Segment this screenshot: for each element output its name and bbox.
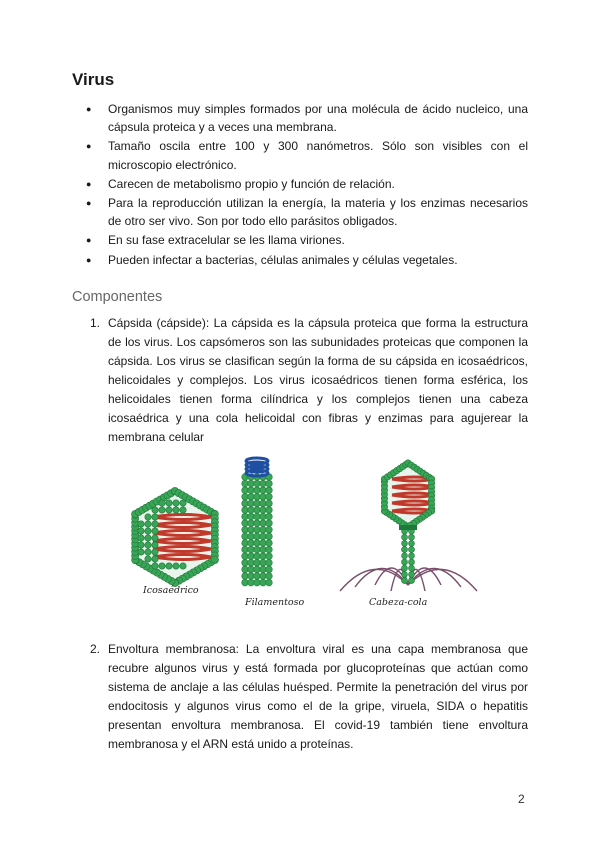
capsomer bbox=[248, 553, 255, 560]
capsomer bbox=[260, 573, 267, 580]
capsomer bbox=[254, 520, 261, 527]
capsomer bbox=[248, 513, 255, 520]
capsomer bbox=[266, 546, 273, 553]
capsomer bbox=[248, 573, 255, 580]
item-number: 2. bbox=[90, 642, 101, 656]
bullet-item: ● Tamaño oscila entre 100 y 300 nanómetros. Sólo son visibles con el microscopio electrónico. bbox=[72, 137, 528, 173]
capsomer bbox=[242, 520, 249, 527]
capsomer bbox=[260, 513, 267, 520]
capsomer bbox=[254, 480, 261, 487]
capsomer bbox=[260, 560, 267, 567]
capsomer bbox=[242, 507, 249, 514]
capsomer bbox=[242, 540, 249, 547]
bullet-item: ● Organismos muy simples formados por una molécula de ácido nucleico, una cápsula proteica y a veces una membrana. bbox=[72, 100, 528, 136]
capsomer bbox=[402, 553, 408, 559]
capsomer bbox=[402, 540, 408, 546]
capsomer bbox=[138, 528, 144, 534]
capsomer bbox=[254, 579, 261, 586]
capsomer bbox=[266, 560, 273, 567]
capsomer bbox=[242, 487, 249, 494]
capsomer bbox=[260, 566, 267, 573]
capsomer bbox=[152, 535, 158, 541]
capsomer bbox=[242, 527, 249, 534]
capsomer bbox=[138, 549, 144, 555]
capsomer bbox=[248, 520, 255, 527]
capsomer bbox=[242, 533, 249, 540]
capsomer bbox=[248, 566, 255, 573]
caption-cabeza-cola: Cabeza-cola bbox=[369, 597, 428, 608]
capsomer bbox=[260, 494, 267, 501]
tail-fiber bbox=[340, 569, 408, 591]
capsomer bbox=[145, 542, 151, 548]
capsomer bbox=[138, 535, 144, 541]
capsomer bbox=[145, 535, 151, 541]
capsomer bbox=[159, 500, 165, 506]
capsomer bbox=[402, 559, 408, 565]
capsomer bbox=[409, 553, 415, 559]
capsomer bbox=[145, 521, 151, 527]
capsomer bbox=[248, 494, 255, 501]
capsomer bbox=[266, 500, 273, 507]
item-text: Cápsida (cápside): La cápsida es la cápsula proteica que forma la estructura de los virus. Los capsómeros son las subunidades proteicas que componen la cápsida. Los virus se clasifican según la forma de su cápsida en icosaédricos, helicoidales y complejos. Los virus icosaédricos tienen forma esférica, los helicoidales tienen forma cilíndrica y los complejos tienen una cabeza icosaédrica y una cola helicoidal con fibras y enzimas para agujerear la membrana celular bbox=[108, 316, 528, 444]
capsomer bbox=[173, 500, 179, 506]
capsomer bbox=[260, 507, 267, 514]
capsomer bbox=[266, 513, 273, 520]
capsomer bbox=[248, 507, 255, 514]
capsomer bbox=[145, 549, 151, 555]
capsomer bbox=[173, 507, 179, 513]
capsomer bbox=[248, 560, 255, 567]
capsomer bbox=[152, 514, 158, 520]
capsomer bbox=[248, 540, 255, 547]
capsomer bbox=[260, 500, 267, 507]
capsomer bbox=[152, 521, 158, 527]
virus-types-figure bbox=[115, 445, 485, 615]
numbered-item-capsida bbox=[72, 314, 528, 447]
caption-icosaedrico: Icosaédrico bbox=[143, 585, 199, 596]
capsomer bbox=[266, 573, 273, 580]
capsomer bbox=[409, 559, 415, 565]
capsomer bbox=[242, 500, 249, 507]
capsomer bbox=[159, 563, 165, 569]
capsomer bbox=[180, 563, 186, 569]
item-text: Envoltura membranosa: La envoltura viral es una capa membranosa que recubre algunos virus y está formada por glucoproteínas que actúan como sistema de anclaje a las células huésped. Permite la penetración del virus por endocitosis y algunos virus como el de la gripe, viruela, SIDA o hepatitis presentan envoltura membranosa. El covid-19 también tiene envoltura membranosa y el ARN está unido a proteínas. bbox=[108, 642, 528, 751]
capsomer bbox=[260, 487, 267, 494]
capsomer bbox=[402, 547, 408, 553]
capsomer bbox=[254, 527, 261, 534]
capsomer bbox=[266, 494, 273, 501]
capsomer bbox=[254, 500, 261, 507]
capsomer bbox=[254, 487, 261, 494]
capsomer bbox=[242, 566, 249, 573]
capsomer bbox=[260, 533, 267, 540]
capsomer bbox=[248, 533, 255, 540]
capsomer bbox=[260, 520, 267, 527]
capsomer bbox=[242, 546, 249, 553]
capsomer bbox=[409, 547, 415, 553]
capsomer bbox=[409, 571, 415, 577]
capsomer bbox=[159, 507, 165, 513]
capsomer bbox=[138, 521, 144, 527]
capsomer bbox=[152, 549, 158, 555]
capsomer bbox=[254, 540, 261, 547]
capsomer bbox=[254, 533, 261, 540]
capsomer bbox=[242, 513, 249, 520]
tail-collar bbox=[399, 525, 417, 530]
page-number: 2 bbox=[518, 792, 525, 806]
capsomer bbox=[266, 566, 273, 573]
capsomer bbox=[211, 556, 218, 563]
bullet-item: ● En su fase extracelular se les llama viriones. bbox=[72, 231, 528, 249]
capsomer bbox=[180, 507, 186, 513]
capsomer bbox=[254, 560, 261, 567]
capsomer bbox=[402, 534, 408, 540]
capsomer bbox=[242, 579, 249, 586]
capsomer bbox=[409, 534, 415, 540]
bullet-list bbox=[72, 100, 528, 270]
capsomer bbox=[266, 533, 273, 540]
capsomer bbox=[254, 494, 261, 501]
capsomer bbox=[248, 527, 255, 534]
capsomer bbox=[248, 500, 255, 507]
capsomer bbox=[248, 579, 255, 586]
capsomer bbox=[166, 507, 172, 513]
capsomer bbox=[248, 546, 255, 553]
capsomer bbox=[152, 507, 158, 513]
capsomer bbox=[266, 520, 273, 527]
capsomer bbox=[266, 487, 273, 494]
capsomer bbox=[266, 480, 273, 487]
capsomer bbox=[242, 573, 249, 580]
capsomer bbox=[260, 540, 267, 547]
capsomer bbox=[138, 542, 144, 548]
capsomer bbox=[402, 571, 408, 577]
capsomer bbox=[409, 578, 415, 584]
capsomer bbox=[260, 480, 267, 487]
capsomer bbox=[152, 542, 158, 548]
capsomer bbox=[409, 565, 415, 571]
capsomer bbox=[254, 553, 261, 560]
capsomer bbox=[145, 528, 151, 534]
tail-fiber bbox=[408, 569, 477, 591]
capsomer bbox=[409, 540, 415, 546]
page-title: Virus bbox=[72, 70, 115, 89]
capsomer bbox=[152, 528, 158, 534]
capsomer bbox=[242, 480, 249, 487]
capsomer bbox=[248, 480, 255, 487]
capsomer bbox=[260, 579, 267, 586]
capsomer bbox=[254, 573, 261, 580]
capsomer bbox=[260, 527, 267, 534]
capsomer bbox=[266, 507, 273, 514]
bullet-item: ● Para la reproducción utilizan la energía, la materia y los enzimas necesarios de otro ser vivo. Son por todo ello parásitos obligados. bbox=[72, 194, 528, 230]
capsomer bbox=[242, 494, 249, 501]
capsomer bbox=[260, 546, 267, 553]
capsomer bbox=[248, 487, 255, 494]
capsomer bbox=[242, 553, 249, 560]
caption-filamentoso: Filamentoso bbox=[245, 597, 305, 608]
capsomer bbox=[166, 500, 172, 506]
item-number: 1. bbox=[90, 316, 101, 330]
capsomer bbox=[254, 507, 261, 514]
capsomer bbox=[152, 563, 158, 569]
capsomer bbox=[402, 565, 408, 571]
capsomer bbox=[173, 563, 179, 569]
capsomer bbox=[145, 514, 151, 520]
capsomer bbox=[266, 579, 273, 586]
numbered-item-envoltura bbox=[72, 640, 528, 754]
capsomer bbox=[254, 546, 261, 553]
bullet-item: ● Pueden infectar a bacterias, células animales y células vegetales. bbox=[72, 251, 528, 269]
capsomer bbox=[254, 513, 261, 520]
capsomer bbox=[152, 556, 158, 562]
capsomer bbox=[180, 500, 186, 506]
capsomer bbox=[254, 566, 261, 573]
capsomer bbox=[266, 527, 273, 534]
capsomer bbox=[145, 556, 151, 562]
capsomer bbox=[266, 540, 273, 547]
bullet-item: ● Carecen de metabolismo propio y función de relación. bbox=[72, 175, 528, 193]
capsomer bbox=[266, 553, 273, 560]
capsomer bbox=[260, 553, 267, 560]
capsomer bbox=[242, 560, 249, 567]
capsomer bbox=[402, 578, 408, 584]
section-title: Componentes bbox=[72, 289, 163, 305]
capsomer bbox=[166, 563, 172, 569]
